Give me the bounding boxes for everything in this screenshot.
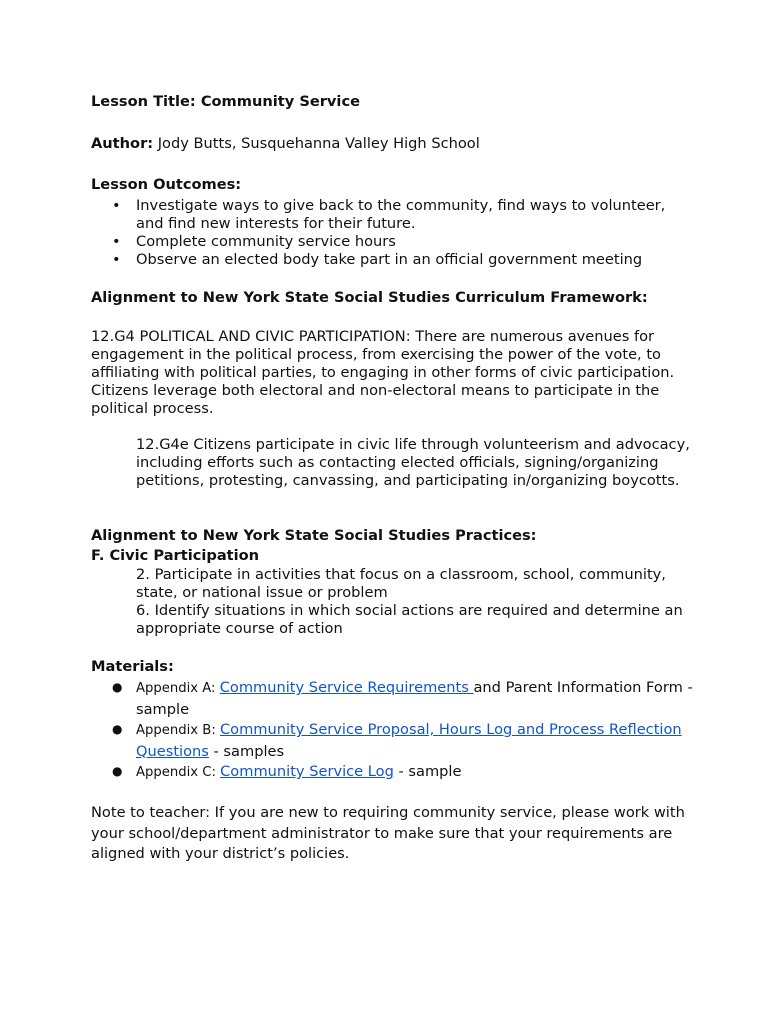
material-suffix: - sample bbox=[393, 763, 462, 780]
author-line bbox=[91, 135, 480, 152]
material-suffix: - samples bbox=[208, 742, 285, 760]
outcome-item: Complete community service hours bbox=[136, 233, 396, 250]
outcome-item: Observe an elected body take part in an official government meeting bbox=[136, 251, 643, 268]
bullet-icon: ● bbox=[112, 764, 123, 778]
material-suffix: and Parent Information Form - sample bbox=[136, 679, 693, 718]
material-item bbox=[136, 762, 696, 784]
author-label: Author: bbox=[91, 135, 154, 152]
outcomes-heading: Lesson Outcomes: bbox=[91, 176, 242, 193]
material-prefix: Appendix B: bbox=[136, 723, 220, 738]
author-value: Jody Butts, Susquehanna Valley High School bbox=[153, 135, 480, 152]
material-item bbox=[136, 720, 696, 762]
outcome-item: Investigate ways to give back to the community, find ways to volunteer, and find new interests for their future. bbox=[136, 197, 666, 232]
bullet-icon: • bbox=[112, 197, 121, 214]
material-prefix: Appendix A: bbox=[136, 681, 220, 696]
bullet-icon: • bbox=[112, 233, 121, 250]
practice-item: 2. Participate in activities that focus on a classroom, school, community, state, or national issue or problem bbox=[136, 566, 666, 601]
materials-heading: Materials: bbox=[91, 658, 174, 675]
appendix-a-link[interactable]: Community Service Requirements bbox=[219, 679, 474, 696]
appendix-b-link[interactable]: Community Service Proposal, Hours Log and Process Reflection Questions bbox=[136, 721, 682, 760]
lesson-title: Lesson Title: Community Service bbox=[91, 93, 360, 110]
teacher-note: Note to teacher: If you are new to requiring community service, please work with your school/department administrator to make sure that your requirements are aligned with your district’s policies. bbox=[91, 804, 685, 862]
practice-item: 6. Identify situations in which social actions are required and determine an appropriate course of action bbox=[136, 602, 683, 637]
bullet-icon: ● bbox=[112, 722, 123, 736]
framework-subparagraph: 12.G4e Citizens participate in civic life through volunteerism and advocacy, including efforts such as contacting elected officials, signing/organizing petitions, protesting, canvassing, and participating in/organizing boycotts. bbox=[136, 436, 690, 489]
material-prefix: Appendix C: bbox=[136, 765, 221, 780]
appendix-c-link[interactable]: Community Service Log bbox=[220, 763, 394, 780]
bullet-icon: • bbox=[112, 251, 121, 268]
bullet-icon: ● bbox=[112, 680, 123, 694]
practices-subheading: F. Civic Participation bbox=[91, 547, 260, 564]
practices-heading: Alignment to New York State Social Studies Practices: bbox=[91, 527, 537, 544]
framework-paragraph: 12.G4 POLITICAL AND CIVIC PARTICIPATION: There are numerous avenues for engagement in the political process, from exercising the power of the vote, to affiliating with political parties, to engaging in other forms of civic participation. Citizens leverage both electoral and non-electoral means to participate in the political process. bbox=[91, 328, 675, 417]
framework-heading: Alignment to New York State Social Studies Curriculum Framework: bbox=[91, 289, 648, 306]
material-item bbox=[136, 678, 696, 720]
